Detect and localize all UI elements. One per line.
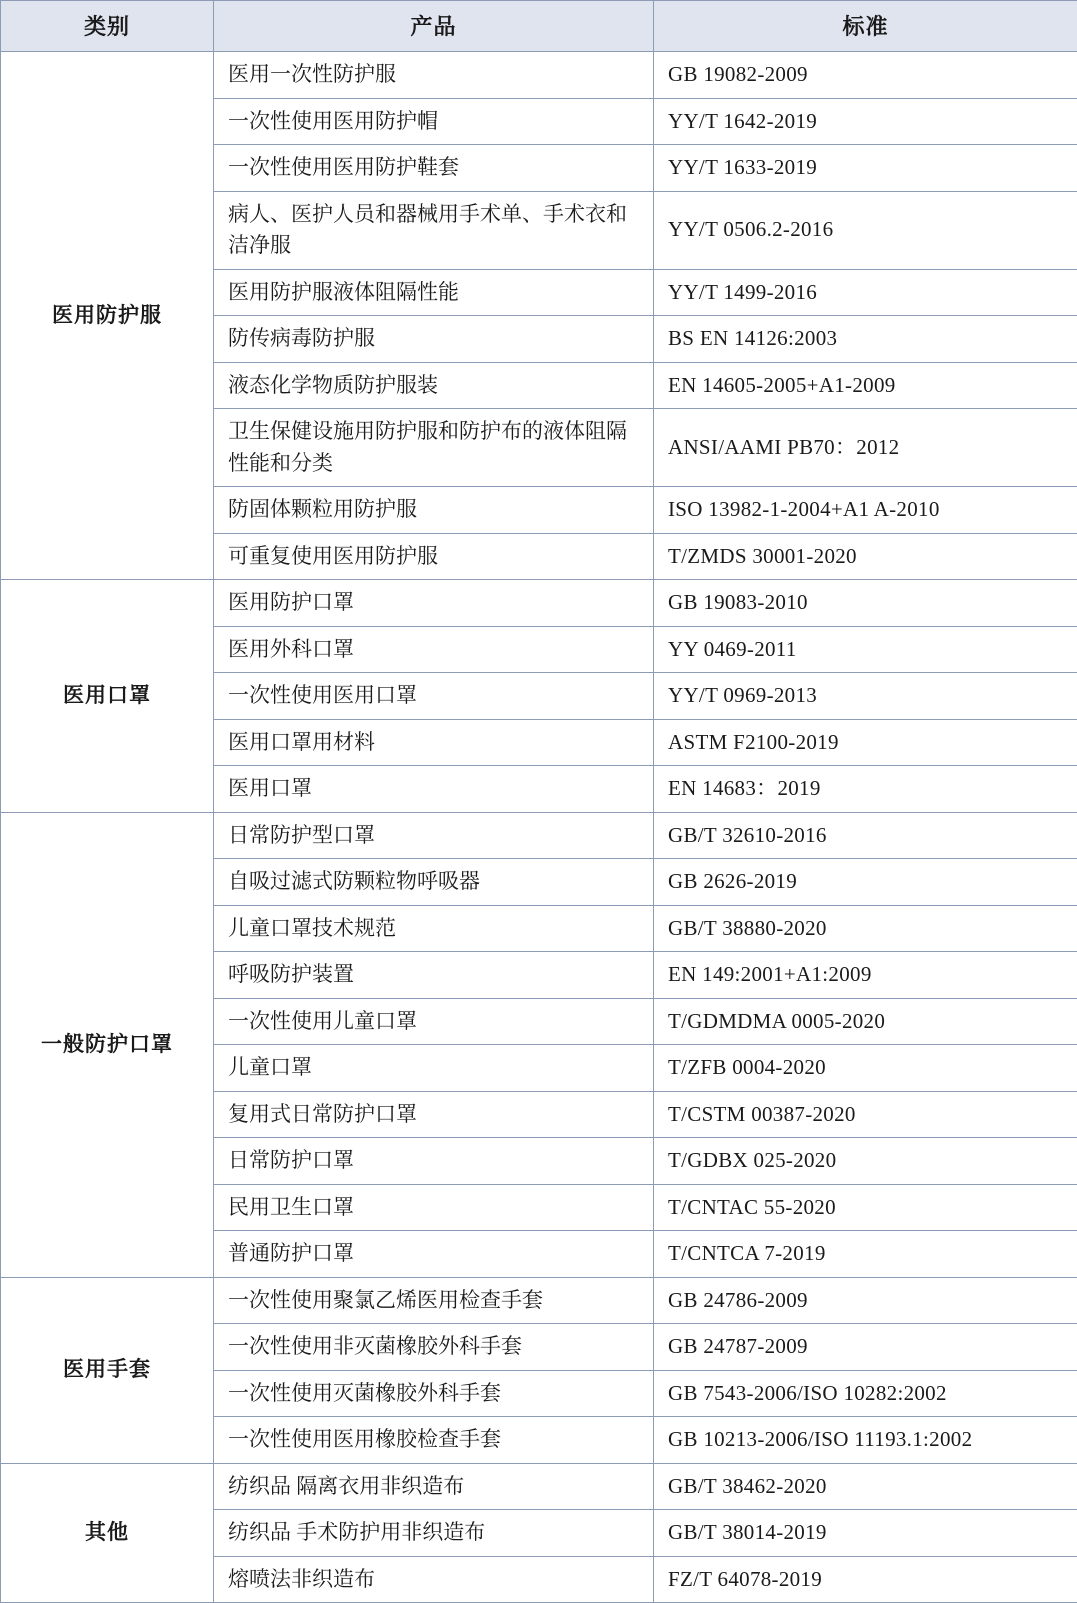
standard-cell: FZ/T 64078-2019 bbox=[654, 1556, 1077, 1603]
column-header-standard: 标准 bbox=[654, 1, 1077, 52]
standard-cell: EN 14605-2005+A1-2009 bbox=[654, 362, 1077, 409]
product-cell: 儿童口罩技术规范 bbox=[214, 905, 654, 952]
standard-cell: YY/T 1633-2019 bbox=[654, 145, 1077, 192]
standard-cell: EN 149:2001+A1:2009 bbox=[654, 952, 1077, 999]
standard-cell: ANSI/AAMI PB70：2012 bbox=[654, 409, 1077, 487]
product-cell: 呼吸防护装置 bbox=[214, 952, 654, 999]
standard-cell: GB 19082-2009 bbox=[654, 52, 1077, 99]
table-row bbox=[1, 52, 1077, 99]
standard-cell: GB 24786-2009 bbox=[654, 1277, 1077, 1324]
standard-cell: YY/T 1642-2019 bbox=[654, 98, 1077, 145]
product-cell: 日常防护型口罩 bbox=[214, 812, 654, 859]
standard-cell: YY 0469-2011 bbox=[654, 626, 1077, 673]
product-cell: 医用防护服液体阻隔性能 bbox=[214, 269, 654, 316]
standard-cell: EN 14683：2019 bbox=[654, 766, 1077, 813]
category-cell: 其他 bbox=[1, 1463, 214, 1603]
standard-cell: GB 19083-2010 bbox=[654, 580, 1077, 627]
table-row bbox=[1, 1277, 1077, 1324]
table-header bbox=[1, 1, 1077, 52]
product-cell: 普通防护口罩 bbox=[214, 1231, 654, 1278]
product-cell: 医用一次性防护服 bbox=[214, 52, 654, 99]
column-header-category: 类别 bbox=[1, 1, 214, 52]
product-cell: 防传病毒防护服 bbox=[214, 316, 654, 363]
table-body bbox=[1, 52, 1077, 1603]
product-cell: 可重复使用医用防护服 bbox=[214, 533, 654, 580]
product-cell: 熔喷法非织造布 bbox=[214, 1556, 654, 1603]
standard-cell: GB 7543-2006/ISO 10282:2002 bbox=[654, 1370, 1077, 1417]
category-cell: 医用防护服 bbox=[1, 52, 214, 580]
product-cell: 一次性使用医用口罩 bbox=[214, 673, 654, 720]
standard-cell: GB/T 38880-2020 bbox=[654, 905, 1077, 952]
product-cell: 液态化学物质防护服装 bbox=[214, 362, 654, 409]
standard-cell: BS EN 14126:2003 bbox=[654, 316, 1077, 363]
standard-cell: YY/T 0506.2-2016 bbox=[654, 191, 1077, 269]
product-cell: 纺织品 手术防护用非织造布 bbox=[214, 1510, 654, 1557]
category-cell: 医用手套 bbox=[1, 1277, 214, 1463]
standard-cell: GB/T 38014-2019 bbox=[654, 1510, 1077, 1557]
product-cell: 一次性使用医用防护帽 bbox=[214, 98, 654, 145]
table-row bbox=[1, 1463, 1077, 1510]
standard-cell: T/CSTM 00387-2020 bbox=[654, 1091, 1077, 1138]
standard-cell: T/GDMDMA 0005-2020 bbox=[654, 998, 1077, 1045]
standard-cell: ASTM F2100-2019 bbox=[654, 719, 1077, 766]
standard-cell: T/CNTAC 55-2020 bbox=[654, 1184, 1077, 1231]
product-cell: 医用外科口罩 bbox=[214, 626, 654, 673]
standard-cell: GB 10213-2006/ISO 11193.1:2002 bbox=[654, 1417, 1077, 1464]
standard-cell: T/ZMDS 30001-2020 bbox=[654, 533, 1077, 580]
product-cell: 一次性使用医用防护鞋套 bbox=[214, 145, 654, 192]
product-cell: 儿童口罩 bbox=[214, 1045, 654, 1092]
product-cell: 民用卫生口罩 bbox=[214, 1184, 654, 1231]
product-cell: 医用口罩用材料 bbox=[214, 719, 654, 766]
product-cell: 一次性使用儿童口罩 bbox=[214, 998, 654, 1045]
product-cell: 日常防护口罩 bbox=[214, 1138, 654, 1185]
product-cell: 卫生保健设施用防护服和防护布的液体阻隔性能和分类 bbox=[214, 409, 654, 487]
product-cell: 医用防护口罩 bbox=[214, 580, 654, 627]
standard-cell: GB 24787-2009 bbox=[654, 1324, 1077, 1371]
product-cell: 一次性使用聚氯乙烯医用检查手套 bbox=[214, 1277, 654, 1324]
standard-cell: GB/T 32610-2016 bbox=[654, 812, 1077, 859]
standard-cell: T/CNTCA 7-2019 bbox=[654, 1231, 1077, 1278]
table-row bbox=[1, 812, 1077, 859]
standard-cell: YY/T 0969-2013 bbox=[654, 673, 1077, 720]
standard-cell: GB 2626-2019 bbox=[654, 859, 1077, 906]
standard-cell: T/ZFB 0004-2020 bbox=[654, 1045, 1077, 1092]
product-cell: 防固体颗粒用防护服 bbox=[214, 487, 654, 534]
product-cell: 病人、医护人员和器械用手术单、手术衣和洁净服 bbox=[214, 191, 654, 269]
column-header-product: 产品 bbox=[214, 1, 654, 52]
product-cell: 一次性使用医用橡胶检查手套 bbox=[214, 1417, 654, 1464]
standard-cell: YY/T 1499-2016 bbox=[654, 269, 1077, 316]
standard-cell: GB/T 38462-2020 bbox=[654, 1463, 1077, 1510]
standard-cell: ISO 13982-1-2004+A1 A-2010 bbox=[654, 487, 1077, 534]
product-cell: 一次性使用灭菌橡胶外科手套 bbox=[214, 1370, 654, 1417]
product-cell: 一次性使用非灭菌橡胶外科手套 bbox=[214, 1324, 654, 1371]
product-cell: 医用口罩 bbox=[214, 766, 654, 813]
table-header-row bbox=[1, 1, 1077, 52]
product-cell: 纺织品 隔离衣用非织造布 bbox=[214, 1463, 654, 1510]
category-cell: 医用口罩 bbox=[1, 580, 214, 813]
table-row bbox=[1, 580, 1077, 627]
standard-cell: T/GDBX 025-2020 bbox=[654, 1138, 1077, 1185]
product-cell: 自吸过滤式防颗粒物呼吸器 bbox=[214, 859, 654, 906]
category-cell: 一般防护口罩 bbox=[1, 812, 214, 1277]
product-cell: 复用式日常防护口罩 bbox=[214, 1091, 654, 1138]
